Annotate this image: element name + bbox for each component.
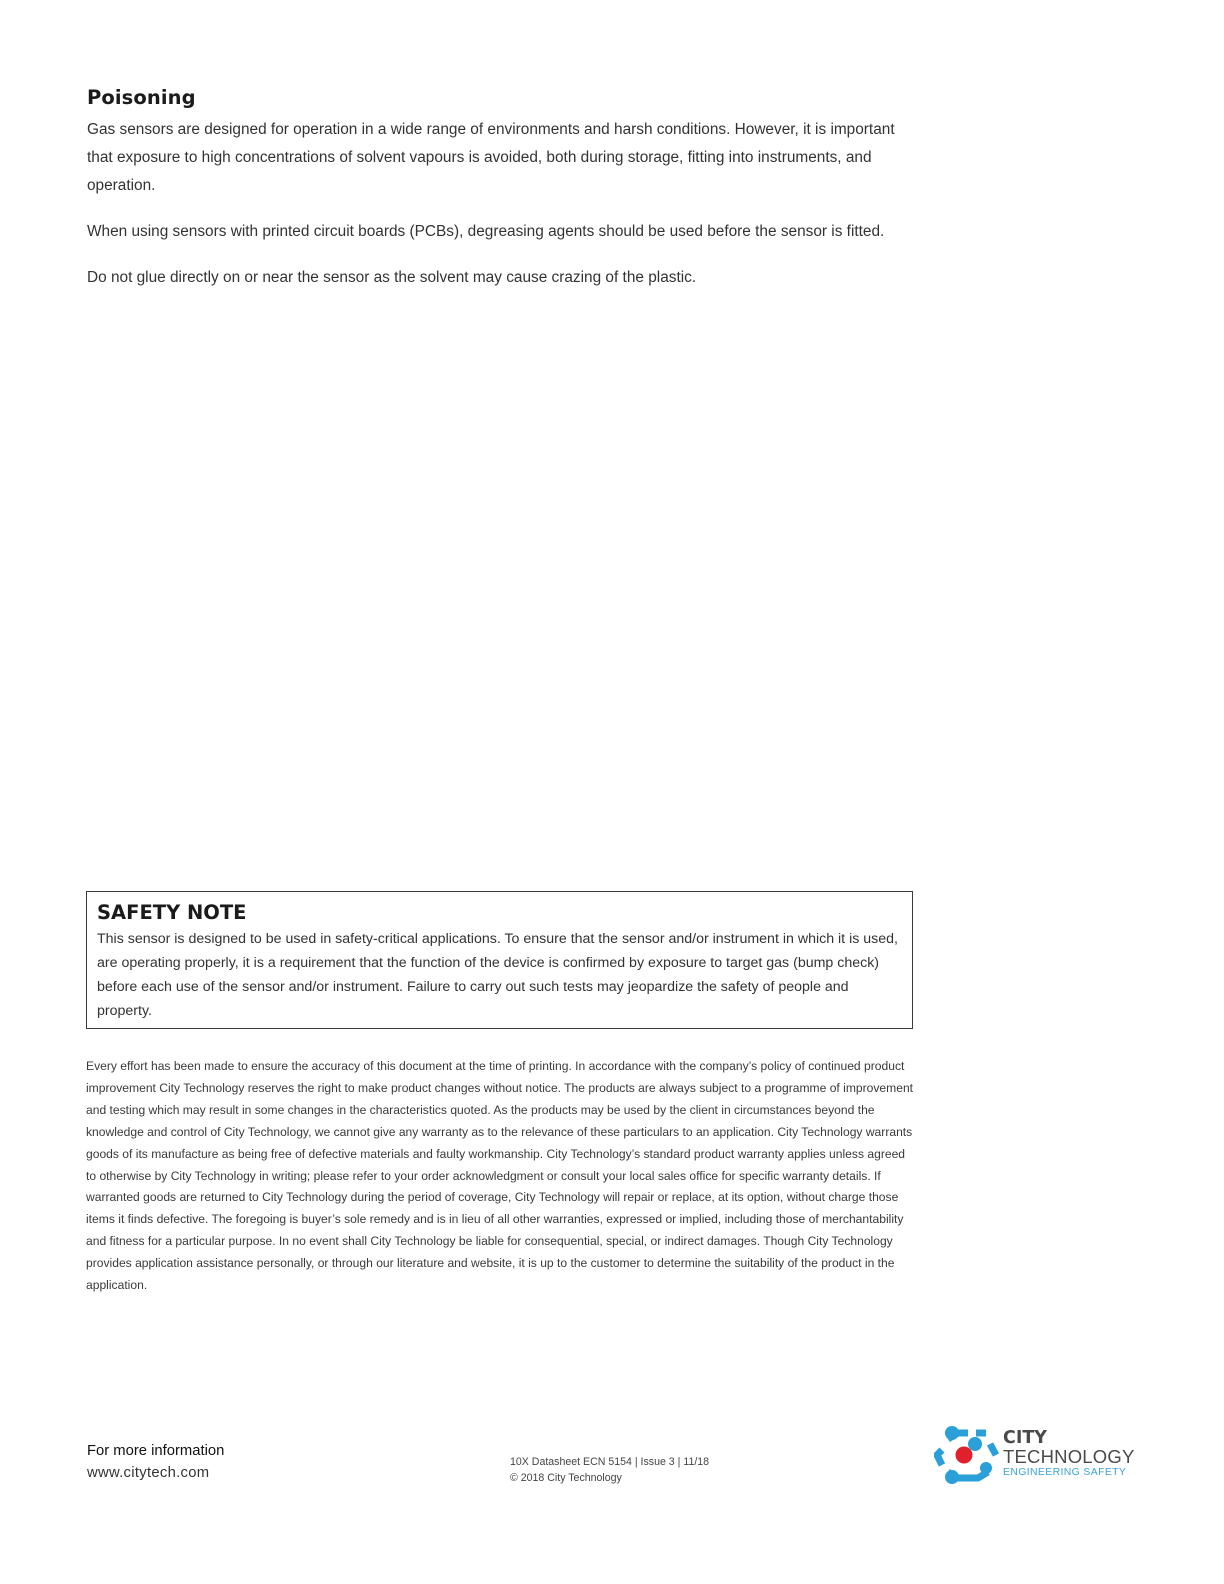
city-technology-logo (934, 1422, 1134, 1488)
poisoning-paragraph-3: Do not glue directly on or near the sensor as the solvent may cause crazing of the plastic. (87, 269, 697, 286)
poisoning-heading: Poisoning (87, 86, 196, 109)
logo-name-line-1: CITY (1003, 1428, 1047, 1448)
more-info-label: For more information (87, 1443, 225, 1459)
logo-tagline: ENGINEERING SAFETY (1003, 1467, 1127, 1478)
document-meta (510, 1454, 709, 1486)
safety-note-box (86, 891, 913, 1029)
disclaimer-text: Every effort has been made to ensure the accuracy of this document at the time of printing. In accordance with the company’s policy of continued product improvement City Technology reserves the right to make product changes without notice. The products are always subject to a programme of improvement and testing which may result in some changes in the characteristics quoted. As the products may be used by the client in circumstances beyond the knowledge and control of City Technology, we cannot give any warranty as to the relevance of these particulars to an application. City Technology warrants goods of its manufacture as being free of defective materials and faulty workmanship. City Technology’s standard product warranty applies unless agreed to otherwise by City Technology in writing; please refer to your order acknowledgment or consult your local sales office for specific warranty details. If warranted goods are returned to City Technology during the period of coverage, City Technology will repair or replace, at its option, without charge those items it finds defective. The foregoing is buyer’s sole remedy and is in lieu of all other warranties, expressed or implied, including those of merchantability and fitness for a particular purpose. In no event shall City Technology be liable for consequential, special, or indirect damages. Though City Technology provides application assistance personally, or through our literature and website, it is up to the customer to determine the suitability of the product in the application. (86, 1059, 914, 1293)
more-information-block (87, 1440, 224, 1484)
safety-note-text: This sensor is designed to be used in safety-critical applications. To ensure that the sensor and/or instrument in which it is used, are operating properly, it is a requirement that the function of the device is confirmed by exposure to target gas (bump check) before each use of the sensor and/or instrument. Failure to carry out such tests may jeopardize the safety of people and property. (97, 931, 898, 1019)
poisoning-paragraph-2: When using sensors with printed circuit boards (PCBs), degreasing agents should be used before the sensor is fitted. (87, 223, 885, 240)
document-reference: 10X Datasheet ECN 5154 | Issue 3 | 11/18 (510, 1456, 710, 1468)
website-link[interactable]: www.citytech.com (87, 1465, 210, 1481)
safety-note-heading: SAFETY NOTE (97, 901, 247, 924)
copyright-notice: © 2018 City Technology (510, 1472, 622, 1484)
logo-name-line-2: TECHNOLOGY (1003, 1446, 1135, 1467)
poisoning-paragraph-1: Gas sensors are designed for operation in a wide range of environments and harsh conditions. However, it is important that exposure to high concentrations of solvent vapours is avoided, both during storage, fitting into instruments, and operation. (87, 121, 895, 194)
poisoning-section (87, 86, 917, 310)
city-technology-logo-icon (934, 1422, 1000, 1488)
